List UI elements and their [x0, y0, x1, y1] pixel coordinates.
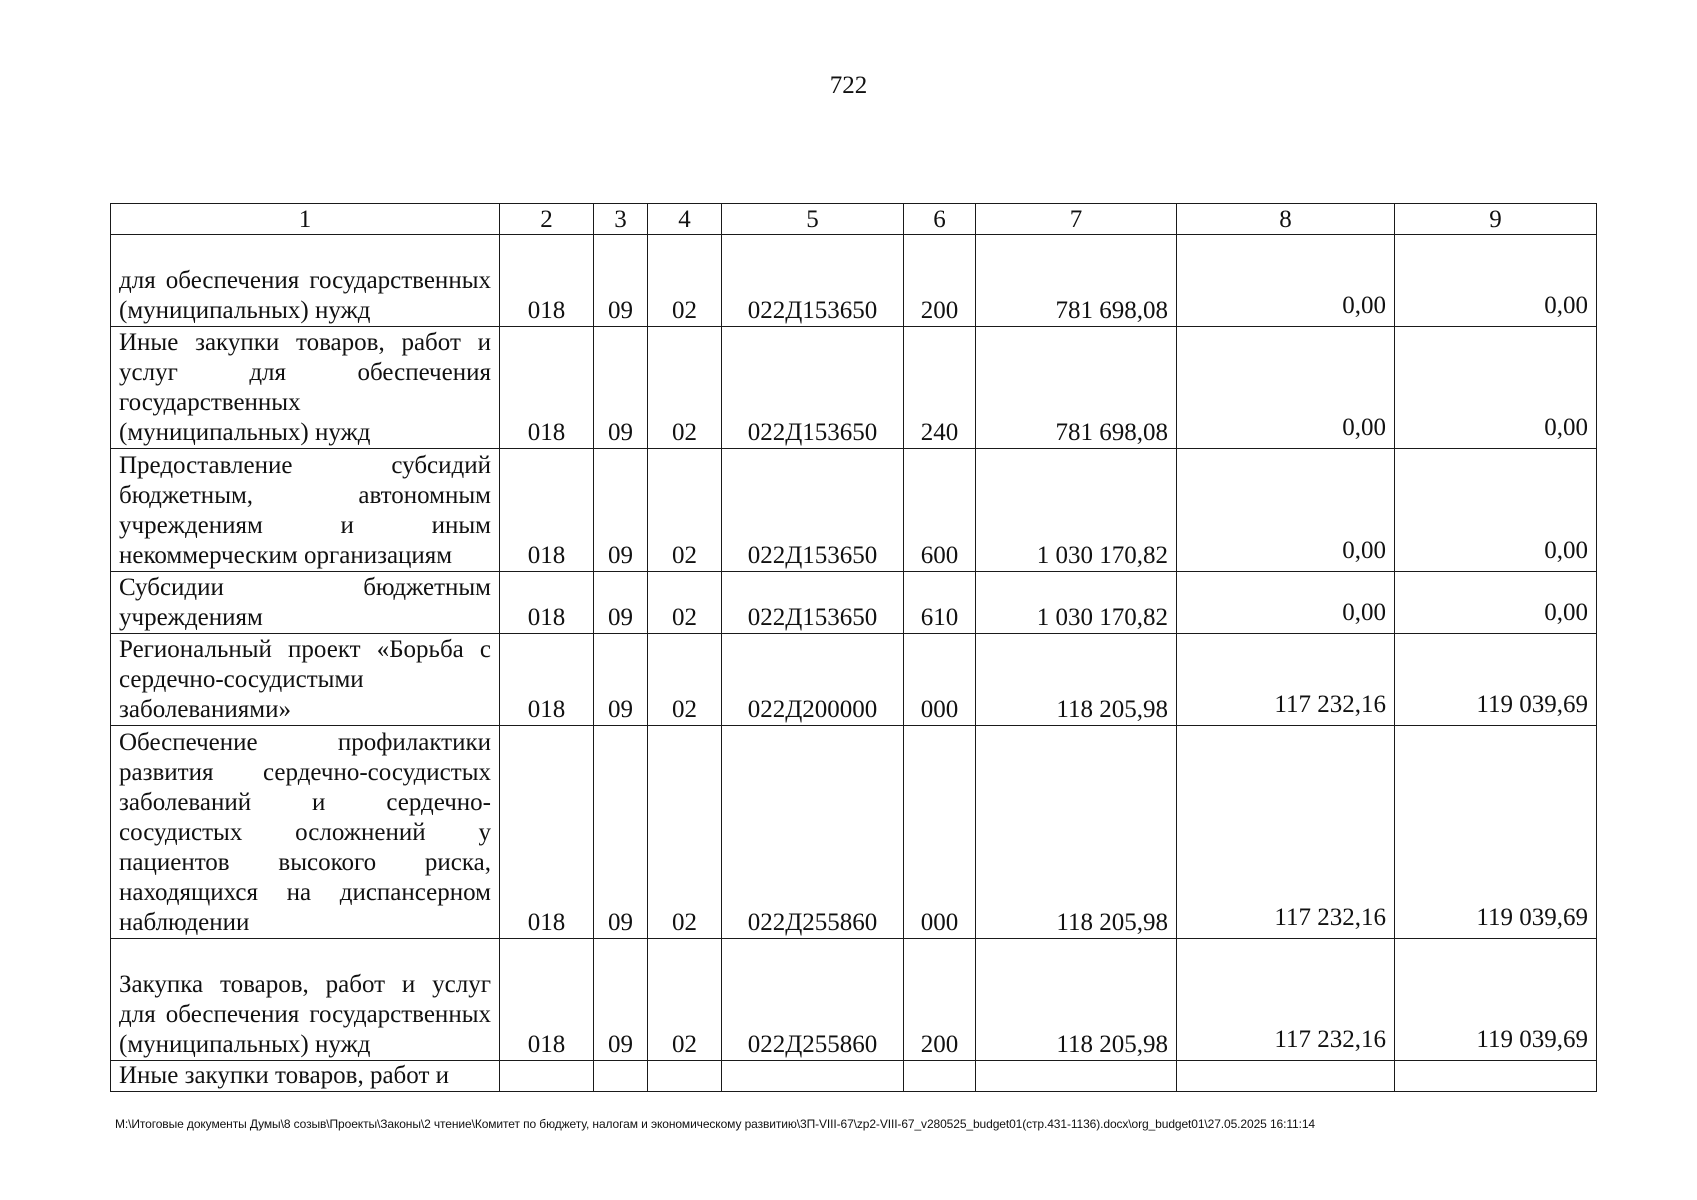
row-name: Региональный проект «Борьба с сердечно-сосудистыми заболеваниями»: [111, 634, 500, 726]
table-row: [111, 235, 1597, 327]
amount-col9: 0,00: [1395, 235, 1597, 327]
expense-type-code: 240: [904, 327, 976, 449]
row-name: Закупка товаров, работ и услуг для обеспечения государственных (муниципальных) нужд: [111, 939, 500, 1061]
table-row: [111, 449, 1597, 572]
section-code: 09: [594, 572, 648, 634]
target-article-code: 022Д153650: [722, 235, 904, 327]
row-name: Обеспечение профилактики развития сердечно-сосудистых заболеваний и сердечно-сосудистых осложнений у пациентов высокого риска, находящихся на диспансерном наблюдении: [111, 726, 500, 939]
target-article-code: 022Д153650: [722, 572, 904, 634]
amount-col9: 119 039,69: [1395, 726, 1597, 939]
empty-cell: [594, 1061, 648, 1092]
amount-col8: 0,00: [1177, 235, 1395, 327]
empty-cell: [976, 1061, 1177, 1092]
amount-col9: 0,00: [1395, 572, 1597, 634]
amount-col8: 0,00: [1177, 449, 1395, 572]
amount-col7: 781 698,08: [976, 327, 1177, 449]
empty-cell: [1395, 1061, 1597, 1092]
budget-table: [110, 203, 1597, 1092]
column-header: 7: [976, 204, 1177, 235]
column-header: 5: [722, 204, 904, 235]
row-name: Иные закупки товаров, работ и услуг для обеспечения государственных (муниципальных) нужд: [111, 327, 500, 449]
amount-col7: 118 205,98: [976, 634, 1177, 726]
row-name: Иные закупки товаров, работ и: [111, 1061, 500, 1092]
amount-col8: 117 232,16: [1177, 939, 1395, 1061]
expense-type-code: 610: [904, 572, 976, 634]
file-path-footer: M:\Итоговые документы Думы\8 созыв\Проекты\Законы\2 чтение\Комитет по бюджету, налогам и экономическому развитию\3П-VIII-67\zp2-VIII-67_v280525_budget01(стр.431-1136).docx\org_budget01\27.05.2025 16:11:14: [115, 1117, 1315, 1131]
amount-col8: 117 232,16: [1177, 634, 1395, 726]
amount-col7: 1 030 170,82: [976, 449, 1177, 572]
expense-type-code: 200: [904, 939, 976, 1061]
amount-col9: 119 039,69: [1395, 939, 1597, 1061]
amount-col9: 119 039,69: [1395, 634, 1597, 726]
admin-code: 018: [500, 726, 594, 939]
amount-col8: 0,00: [1177, 572, 1395, 634]
expense-type-code: 600: [904, 449, 976, 572]
admin-code: 018: [500, 327, 594, 449]
empty-cell: [648, 1061, 722, 1092]
amount-col7: 781 698,08: [976, 235, 1177, 327]
row-name: Предоставление субсидий бюджетным, автономным учреждениям и иным некоммерческим организациям: [111, 449, 500, 572]
table-row-partial: [111, 1061, 1597, 1092]
expense-type-code: 000: [904, 634, 976, 726]
table-row: [111, 726, 1597, 939]
target-article-code: 022Д255860: [722, 939, 904, 1061]
amount-col9: 0,00: [1395, 449, 1597, 572]
target-article-code: 022Д200000: [722, 634, 904, 726]
column-header: 3: [594, 204, 648, 235]
subsection-code: 02: [648, 939, 722, 1061]
amount-col9: 0,00: [1395, 327, 1597, 449]
page-number: 722: [829, 72, 868, 99]
section-code: 09: [594, 449, 648, 572]
subsection-code: 02: [648, 235, 722, 327]
amount-col7: 118 205,98: [976, 939, 1177, 1061]
table-header-row: [111, 204, 1597, 235]
table-row: [111, 572, 1597, 634]
section-code: 09: [594, 634, 648, 726]
column-header: 9: [1395, 204, 1597, 235]
admin-code: 018: [500, 939, 594, 1061]
amount-col7: 118 205,98: [976, 726, 1177, 939]
empty-cell: [500, 1061, 594, 1092]
admin-code: 018: [500, 572, 594, 634]
section-code: 09: [594, 235, 648, 327]
column-header: 1: [111, 204, 500, 235]
section-code: 09: [594, 939, 648, 1061]
empty-cell: [1177, 1061, 1395, 1092]
section-code: 09: [594, 726, 648, 939]
admin-code: 018: [500, 235, 594, 327]
empty-cell: [722, 1061, 904, 1092]
section-code: 09: [594, 327, 648, 449]
admin-code: 018: [500, 634, 594, 726]
column-header: 6: [904, 204, 976, 235]
expense-type-code: 000: [904, 726, 976, 939]
target-article-code: 022Д153650: [722, 327, 904, 449]
expense-type-code: 200: [904, 235, 976, 327]
table-row: [111, 634, 1597, 726]
table-row: [111, 939, 1597, 1061]
target-article-code: 022Д255860: [722, 726, 904, 939]
table-row: [111, 327, 1597, 449]
row-name: для обеспечения государственных (муниципальных) нужд: [111, 235, 500, 327]
admin-code: 018: [500, 449, 594, 572]
subsection-code: 02: [648, 726, 722, 939]
empty-cell: [904, 1061, 976, 1092]
column-header: 8: [1177, 204, 1395, 235]
subsection-code: 02: [648, 572, 722, 634]
column-header: 4: [648, 204, 722, 235]
amount-col8: 117 232,16: [1177, 726, 1395, 939]
amount-col7: 1 030 170,82: [976, 572, 1177, 634]
row-name: Субсидии бюджетным учреждениям: [111, 572, 500, 634]
amount-col8: 0,00: [1177, 327, 1395, 449]
subsection-code: 02: [648, 449, 722, 572]
subsection-code: 02: [648, 634, 722, 726]
subsection-code: 02: [648, 327, 722, 449]
target-article-code: 022Д153650: [722, 449, 904, 572]
column-header: 2: [500, 204, 594, 235]
